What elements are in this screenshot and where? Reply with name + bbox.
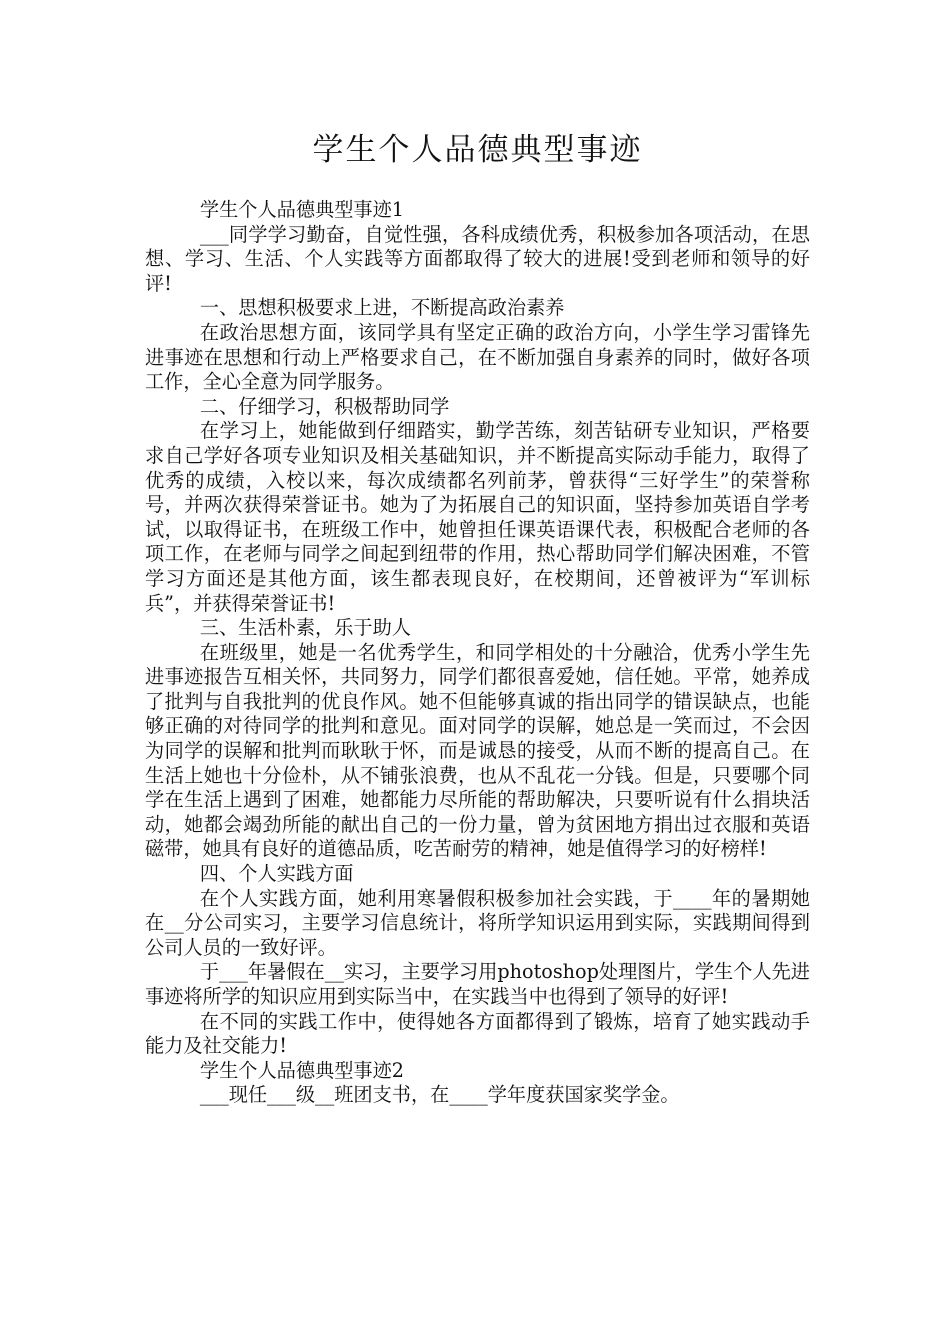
section-heading: 二、仔细学习，积极帮助同学: [199, 394, 450, 418]
paragraph: 在不同的实践工作中，使得她各方面都得到了锻炼，培育了她实践动手能力及社交能力!: [145, 1009, 810, 1058]
section-heading: 三、生活朴素，乐于助人: [199, 616, 411, 640]
paragraph: 在学习上，她能做到仔细踏实，勤学苦练，刻苦钻研专业知识，严格要求自己学好各项专业知识及相关基础知识，并不断提高实际动手能力，取得了优秀的成绩，入校以来，每次成绩都名列前茅，曾获得“三好学生”的荣誉称号，并两次获得荣誉证书。她为了为拓展自己的知识面，坚持参加英语自学考试，以取得证书，在班级工作中，她曾担任课英语课代表，积极配合老师的各项工作，在老师与同学之间起到纽带的作用，热心帮助同学们解决困难，不管学习方面还是其他方面，该生都表现良好，在校期间，还曾被评为“军训标兵”，并获得荣誉证书!: [145, 419, 810, 615]
paragraph: ___同学学习勤奋，自觉性强，各科成绩优秀，积极参加各项活动，在思想、学习、生活、个人实践等方面都取得了较大的进展!受到老师和领导的好评!: [145, 222, 810, 295]
paragraph: 在班级里，她是一名优秀学生，和同学相处的十分融洽，优秀小学生先进事迹报告互相关怀，共同努力，同学们都很喜爱她，信任她。平常，她养成了批判与自我批判的优良作风。她不但能够真诚的指出同学的错误缺点，也能够正确的对待同学的批判和意见。面对同学的误解，她总是一笑而过，不会因为同学的误解和批判而耿耿于怀，而是诚恳的接受，从而不断的提高自己。在生活上她也十分俭朴，从不铺张浪费，也从不乱花一分钱。但是，只要哪个同学在生活上遇到了困难，她都能力尽所能的帮助解决，只要听说有什么捐块活动，她都会竭劲所能的献出自己的一份力量，曾为贫困地方捐出过衣服和英语磁带，她具有良好的道德品质，吃苦耐劳的精神，她是值得学习的好榜样!: [145, 640, 810, 861]
paragraph: 于___年暑假在__实习，主要学习用photoshop处理图片，学生个人先进事迹将所学的知识应用到实际当中，在实践当中也得到了领导的好评!: [145, 960, 810, 1008]
paragraph: 在政治思想方面，该同学具有坚定正确的政治方向，小学生学习雷锋先进事迹在思想和行动上严格要求自己，在不断加强自身素养的同时，做好各项工作，全心全意为同学服务。: [145, 320, 810, 394]
paragraph: ___现任___级__班团支书，在____学年度获国家奖学金。: [199, 1083, 680, 1107]
document-title: 学生个人品德典型事迹: [312, 132, 643, 168]
section-heading: 四、个人实践方面: [199, 862, 354, 886]
paragraph-heading-2: 学生个人品德典型事迹2: [199, 1058, 404, 1082]
section-heading: 一、思想积极要求上进，不断提高政治素养: [199, 296, 565, 320]
document-body: [145, 198, 810, 1108]
paragraph: 在个人实践方面，她利用寒暑假积极参加社会实践，于____年的暑期她在__分公司实习，主要学习信息统计，将所学知识运用到实际，实践期间得到公司人员的一致好评。: [145, 886, 810, 959]
paragraph-heading-1: 学生个人品德典型事迹1: [199, 198, 404, 221]
